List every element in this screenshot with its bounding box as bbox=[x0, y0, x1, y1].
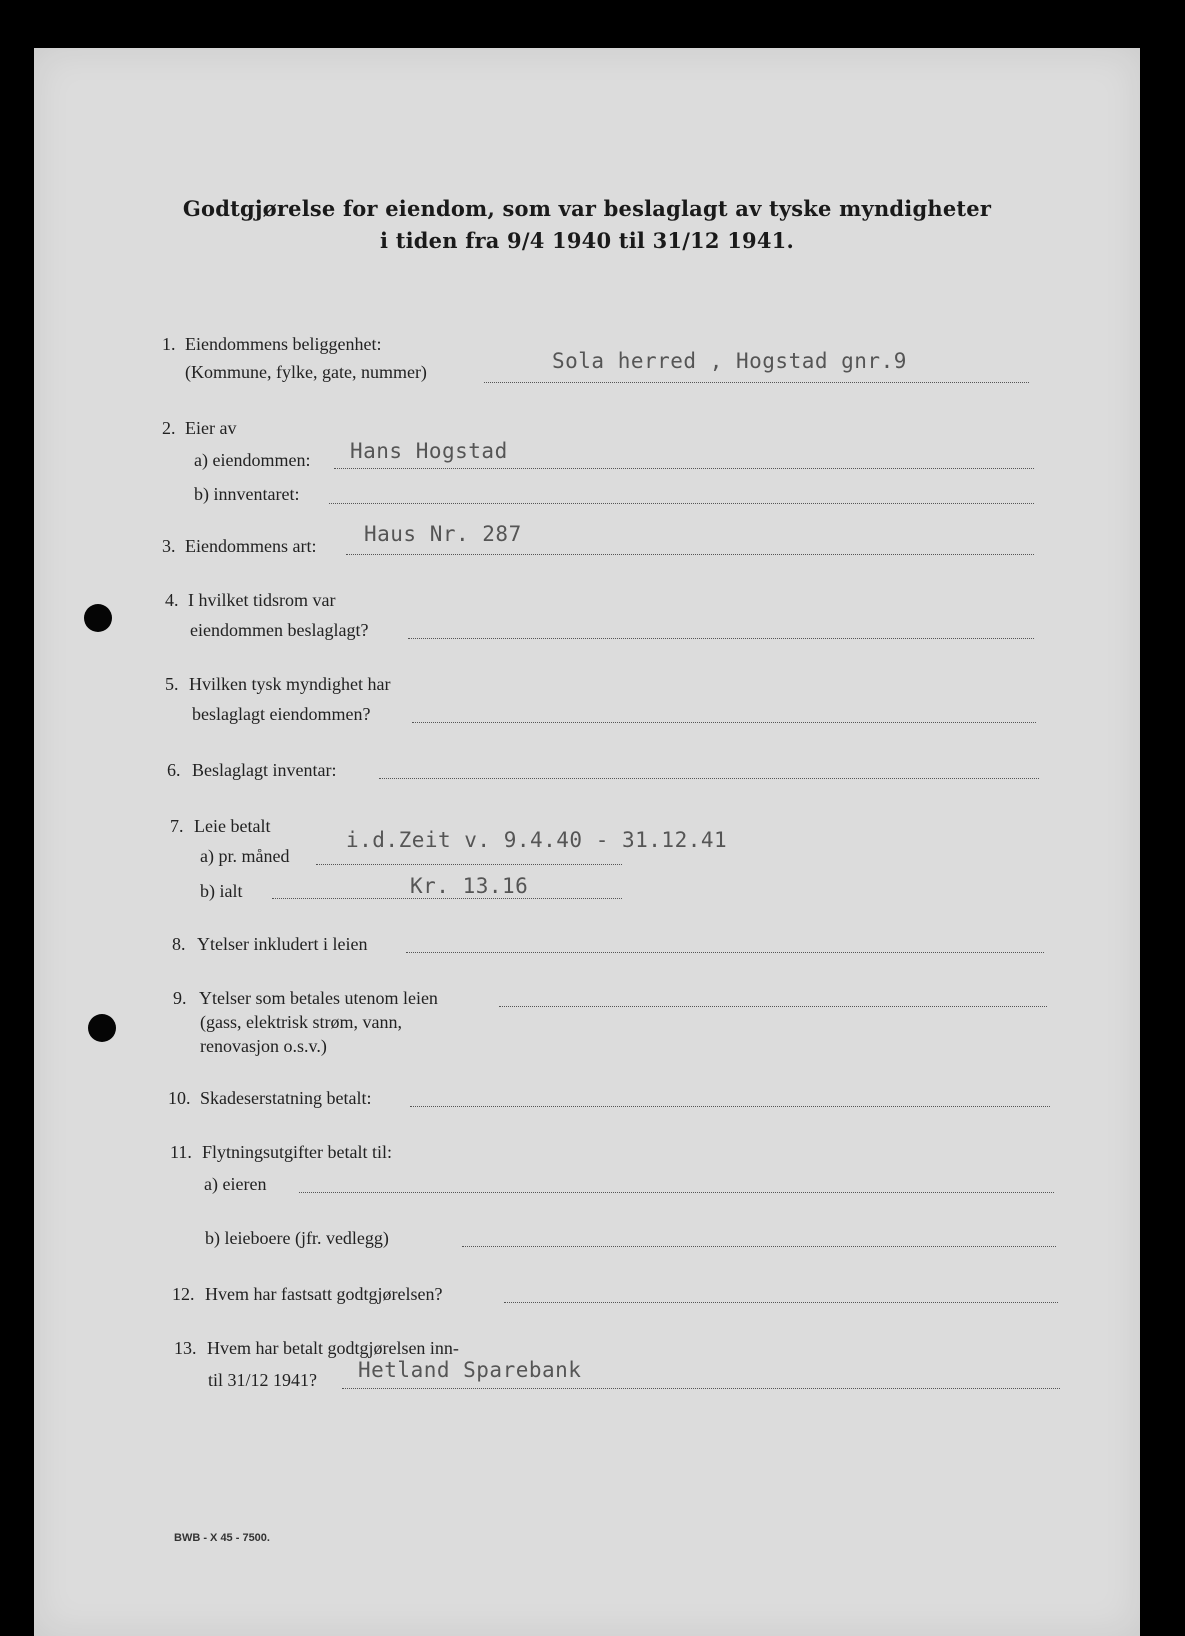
q5-sublabel: beslaglagt eiendommen? bbox=[192, 704, 371, 724]
q10-label: Skadeserstatning betalt: bbox=[200, 1088, 372, 1108]
q7b-answer: Kr. 13.16 bbox=[410, 874, 529, 898]
q4-label: I hvilket tidsrom var bbox=[188, 590, 336, 610]
q4-sublabel: eiendommen beslaglagt? bbox=[190, 620, 369, 640]
q3-answer-line bbox=[346, 554, 1034, 555]
q7b-answer-line bbox=[272, 898, 622, 899]
q2-label: Eier av bbox=[185, 418, 237, 438]
q13-label: Hvem har betalt godtgjørelsen inn- bbox=[207, 1338, 459, 1358]
q2a-answer: Hans Hogstad bbox=[350, 439, 508, 463]
q9-sublabel-2: renovasjon o.s.v.) bbox=[200, 1036, 327, 1056]
q6-answer-line bbox=[379, 778, 1039, 779]
punch-hole-bottom bbox=[88, 1014, 116, 1042]
q8-answer-line bbox=[406, 952, 1044, 953]
q10-number: 10. bbox=[168, 1088, 191, 1108]
q2b-label: b) innventaret: bbox=[194, 484, 300, 504]
q6-label: Beslaglagt inventar: bbox=[192, 760, 337, 780]
q7b-label: b) ialt bbox=[200, 881, 243, 901]
q4-number: 4. bbox=[165, 590, 179, 610]
q13-number: 13. bbox=[174, 1338, 197, 1358]
q11a-answer-line bbox=[299, 1192, 1054, 1193]
q13-answer: Hetland Sparebank bbox=[358, 1358, 582, 1382]
q9-answer-line bbox=[499, 1006, 1047, 1007]
q3-label: Eiendommens art: bbox=[185, 536, 317, 556]
q5-answer-line bbox=[412, 722, 1036, 723]
q7a-answer: i.d.Zeit v. 9.4.40 - 31.12.41 bbox=[346, 828, 728, 852]
q11-label: Flytningsutgifter betalt til: bbox=[202, 1142, 392, 1162]
q12-label: Hvem har fastsatt godtgjørelsen? bbox=[205, 1284, 443, 1304]
q5-label: Hvilken tysk myndighet har bbox=[189, 674, 391, 694]
q1-number: 1. bbox=[162, 334, 176, 354]
q2-number: 2. bbox=[162, 418, 176, 438]
q5-number: 5. bbox=[165, 674, 179, 694]
q12-number: 12. bbox=[172, 1284, 195, 1304]
q7a-label: a) pr. måned bbox=[200, 846, 290, 866]
form-title-line1: Godtgjørelse for eiendom, som var beslaglagt av tyske myndigheter bbox=[182, 196, 992, 221]
q2a-label: a) eiendommen: bbox=[194, 450, 311, 470]
q6-number: 6. bbox=[167, 760, 181, 780]
q9-label: Ytelser som betales utenom leien bbox=[199, 988, 438, 1008]
q1-answer: Sola herred , Hogstad gnr.9 bbox=[552, 349, 907, 373]
form-title-line2: i tiden fra 9/4 1940 til 31/12 1941. bbox=[380, 228, 794, 253]
q7-label: Leie betalt bbox=[194, 816, 271, 836]
q8-number: 8. bbox=[172, 934, 186, 954]
q11b-answer-line bbox=[462, 1246, 1056, 1247]
q11-number: 11. bbox=[170, 1142, 192, 1162]
q7a-answer-line bbox=[316, 864, 622, 865]
q11b-label: b) leieboere (jfr. vedlegg) bbox=[205, 1228, 389, 1248]
q13-sublabel: til 31/12 1941? bbox=[208, 1370, 317, 1390]
form-sheet bbox=[34, 48, 1140, 1636]
q10-answer-line bbox=[410, 1106, 1050, 1107]
q12-answer-line bbox=[504, 1302, 1058, 1303]
q11a-label: a) eieren bbox=[204, 1174, 267, 1194]
q9-sublabel-1: (gass, elektrisk strøm, vann, bbox=[200, 1012, 402, 1032]
punch-hole-top bbox=[84, 604, 112, 632]
q2a-answer-line bbox=[334, 468, 1034, 469]
q3-answer: Haus Nr. 287 bbox=[364, 522, 522, 546]
q1-label: Eiendommens beliggenhet: bbox=[185, 334, 382, 354]
q3-number: 3. bbox=[162, 536, 176, 556]
q13-answer-line bbox=[342, 1388, 1060, 1389]
form-footer-code: BWB - X 45 - 7500. bbox=[174, 1532, 270, 1544]
q2b-answer-line bbox=[329, 503, 1034, 504]
q9-number: 9. bbox=[173, 988, 187, 1008]
q4-answer-line bbox=[408, 638, 1034, 639]
q8-label: Ytelser inkludert i leien bbox=[197, 934, 368, 954]
q1-answer-line bbox=[484, 382, 1029, 383]
q7-number: 7. bbox=[170, 816, 184, 836]
q1-sublabel: (Kommune, fylke, gate, nummer) bbox=[185, 362, 427, 382]
